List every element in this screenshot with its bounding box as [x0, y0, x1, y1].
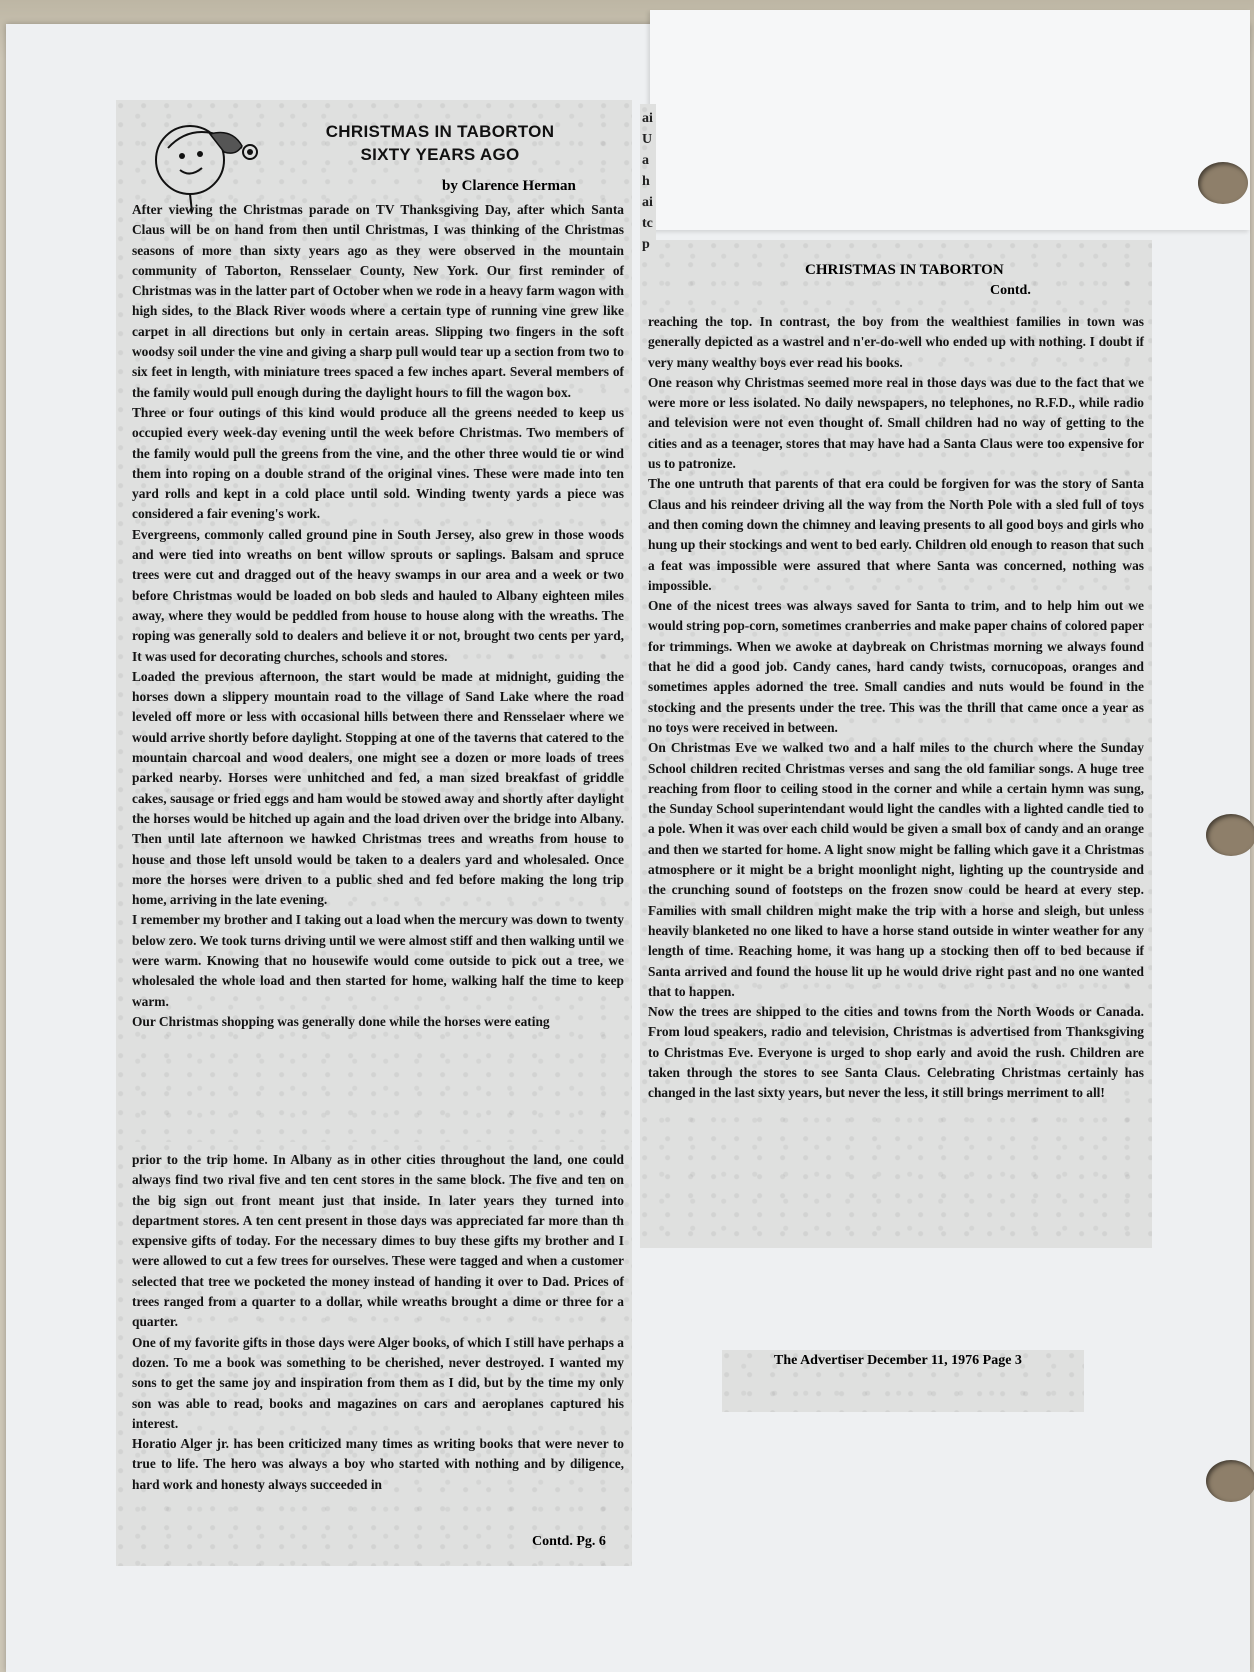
left-column-text-bottom: [132, 1150, 624, 1495]
continuation-paragraph: The one untruth that parents of that era could be forgiven for was the story of Santa Claus and his reindeer driving all the way from the North Pole with a sled full of toys and then coming down the chimney and leaving presents to all good boys and girls who hung up their stockings and went to bed early. Children old enough to reason that such a feat was impossible were assured that where Santa was concerned, nothing was impossible.: [648, 476, 1144, 593]
article-left-top-paragraph: Three or four outings of this kind would produce all the greens needed to keep us occupied every week-day evening until the week before Christmas. Two members of the family would pull the greens from the vine, and the other three would tie or wind them into roping on a double strand of the original vines. These were made into ten yard rolls and kept in a cold place until sold. Winding twenty yards a piece was considered a fair evening's work.: [132, 404, 624, 522]
article-title-line1: CHRISTMAS IN TABORTON: [325, 122, 555, 141]
article-left-bottom-paragraph: Horatio Alger jr. has been criticized many times as writing books that were never to true to life. The hero was always a boy who started with nothing and by diligence, hard work and honesty always succeeded in: [132, 1436, 624, 1492]
article-left-top-paragraph: After viewing the Christmas parade on TV Thanksgiving Day, after which Santa Claus will be on hand from then until Christmas, I was thinking of the Christmas seasons of more than sixty years ago as they were observed in the mountain community of Taborton, Rensselaer County, New York. Our first reminder of Christmas was in the latter part of October when we rode in a heavy farm wagon with high sides, to the Black River woods where a certain type of running vine grew like carpet in all directions but only in certain areas. Slipping two fingers in the soft woodsy soil under the vine and giving a sharp pull would tear up a section from two to six feet in length, with miniature trees spaced a few inches apart. Several members of the family would pull enough during the daylight hours to fill the wagon box.: [132, 202, 624, 400]
continuation-paragraph: Now the trees are shipped to the cities and towns from the North Woods or Canada. From loud speakers, radio and television, Christmas is advertised from Thanksgiving to Christmas Eve. Everyone is urged to shop early and avoid the rush. Children are taken through the stores to see Santa Claus. Celebrating Christmas certainly has changed in the last sixty years, but never the less, it still brings merriment to all!: [648, 1004, 1144, 1101]
article-left-top-paragraph: Evergreens, commonly called ground pine in South Jersey, also grew in those woods and were tied into wreaths on bent willow sprouts or saplings. Balsam and spruce trees were cut and dragged out of the heavy swamps in our area and a week or two before Christmas would be loaded on bob sleds and hauled to Albany eighteen miles away, where they would be peddled from house to house along with the wreaths. The roping was generally sold to dealers and believe it or not, brought two cents per yard, It was used for decorating churches, schools and stores.: [132, 526, 624, 664]
continuation-paragraph: One of the nicest trees was always saved for Santa to trim, and to help him out we would string pop-corn, sometimes cranberries and make paper chains of colored paper for trimmings. When we awoke at daybreak on Christmas morning we always found that he did a good job. Candy canes, hard candy twists, cornucopoas, oranges and sometimes apples adorned the tree. Small candies and nuts would be found in the stocking and the presents under the tree. This was the thrill that came once a year as no toys were received in between.: [648, 598, 1144, 735]
article-left-bottom-paragraph: prior to the trip home. In Albany as in other cities throughout the land, one could always find two rival five and ten cent stores in the same block. The five and ten on the big sign out front meant just that inside. In later years they turned into department stores. A ten cent present in those days was appreciated far more than th expensive gifts of today. For the necessary dimes to buy these gifts my brother and I were allowed to cut a few trees for ourselves. These were tagged and when a customer selected that tree we pocketed the money instead of handing it over to Dad. Prices of trees ranged from a quarter to a dollar, while wreaths brought a dime or three for a quarter.: [132, 1152, 624, 1330]
binder-hole-top: [1198, 162, 1248, 204]
edge-strip-letters: ai U a h ai tc p: [642, 111, 653, 252]
article-left-top-paragraph: Our Christmas shopping was generally done while the horses were eating: [132, 1013, 550, 1029]
continuation-title: CHRISTMAS IN TABORTON: [805, 262, 1004, 278]
continued-on-page: Contd. Pg. 6: [532, 1534, 606, 1549]
article-left-top-paragraph: Loaded the previous afternoon, the start would be made at midnight, guiding the horses down a slippery mountain road to the village of Sand Lake where the road leveled off more or less with occasional hills between there and Rensselaer where we would arrive shortly before daylight. Stopping at one of the taverns that catered to the mountain charcoal and wood dealers, one might see a dozen or more loads of trees parked nearby. Horses were unhitched and fed, a man sized breakfast of griddle cakes, sausage or fried eggs and ham would be stowed away and shortly after daylight the horses would be hitched up again and the load driven over the bridge into Albany. Then until late afternoon we hawked Christmas trees and wreaths from house to house and those left unsold would be taken to a dealers yard and wholesaled. Once more the horses were driven to a public shed and fed before making the long trip home, arriving in the late evening.: [132, 668, 624, 908]
folded-paper-overlay: [650, 10, 1250, 230]
article-left-top-paragraph: I remember my brother and I taking out a load when the mercury was down to twenty below zero. We took turns driving until we were almost stiff and then walking until we were warm. Knowing that no housewife would come outside to pick out a tree, we wholesaled the whole load and then started for home, walking half the time to keep warm.: [132, 912, 624, 1009]
article-left-bottom-paragraph: One of my favorite gifts in those days were Alger books, of which I still have perhaps a dozen. To me a book was something to be cherished, never destroyed. I wanted my sons to get the same joy and inspiration from them as I did, but by the time my only son was able to read, books and magazines on cars and aeroplanes captured his interest.: [132, 1334, 624, 1431]
article-byline: by Clarence Herman: [442, 178, 576, 194]
binder-hole-bottom: [1206, 1460, 1254, 1502]
source-citation: The Advertiser December 11, 1976 Page 3: [774, 1353, 1022, 1368]
binder-hole-middle: [1206, 814, 1254, 856]
continuation-paragraph: reaching the top. In contrast, the boy from the wealthiest families in town was generally depicted as a wastrel and n'er-do-well who ended up with nothing. I doubt if very many wealthy boys ever read his books.: [648, 314, 1144, 370]
continuation-subtitle: Contd.: [990, 283, 1031, 298]
edge-clipping-strip: [640, 104, 656, 252]
continuation-paragraph: One reason why Christmas seemed more real in those days was due to the fact that we were more or less isolated. No daily newspapers, no telephones, no R.F.D., while radio and television were not even thought of. Small children had no way of getting to the cities and as a teenager, stores that may have had a Santa Claus were too expensive for us to patronize.: [648, 374, 1144, 472]
continuation-paragraph: On Christmas Eve we walked two and a half miles to the church where the Sunday School children recited Christmas verses and sang the old familiar songs. A huge tree reaching from floor to ceiling stood in the corner and while a certain hymn was sung, the Sunday School superintendant would light the candles with a lighted candle tied to a pole. When it was over each child would be given a small box of candy and an orange and then we started for home. A light snow might be falling which gave it a Christmas atmosphere or it might be a bright moonlight night, lighting up the countryside and the crunching sound of footsteps on the frozen snow could be heard at every step. Families with small children might make the trip with a horse and sleigh, but unless heavily blanketed no one liked to have a horse stand outside in winter weather for any length of time. Reaching home, it was hang up a stocking then off to bed because if Santa arrived and found the house lit up he would drive right past and no one wanted that to happen.: [648, 740, 1144, 999]
right-column-text: [648, 312, 1144, 1104]
left-column-text-top: [132, 200, 624, 1032]
article-title-line2: SIXTY YEARS AGO: [360, 145, 520, 164]
